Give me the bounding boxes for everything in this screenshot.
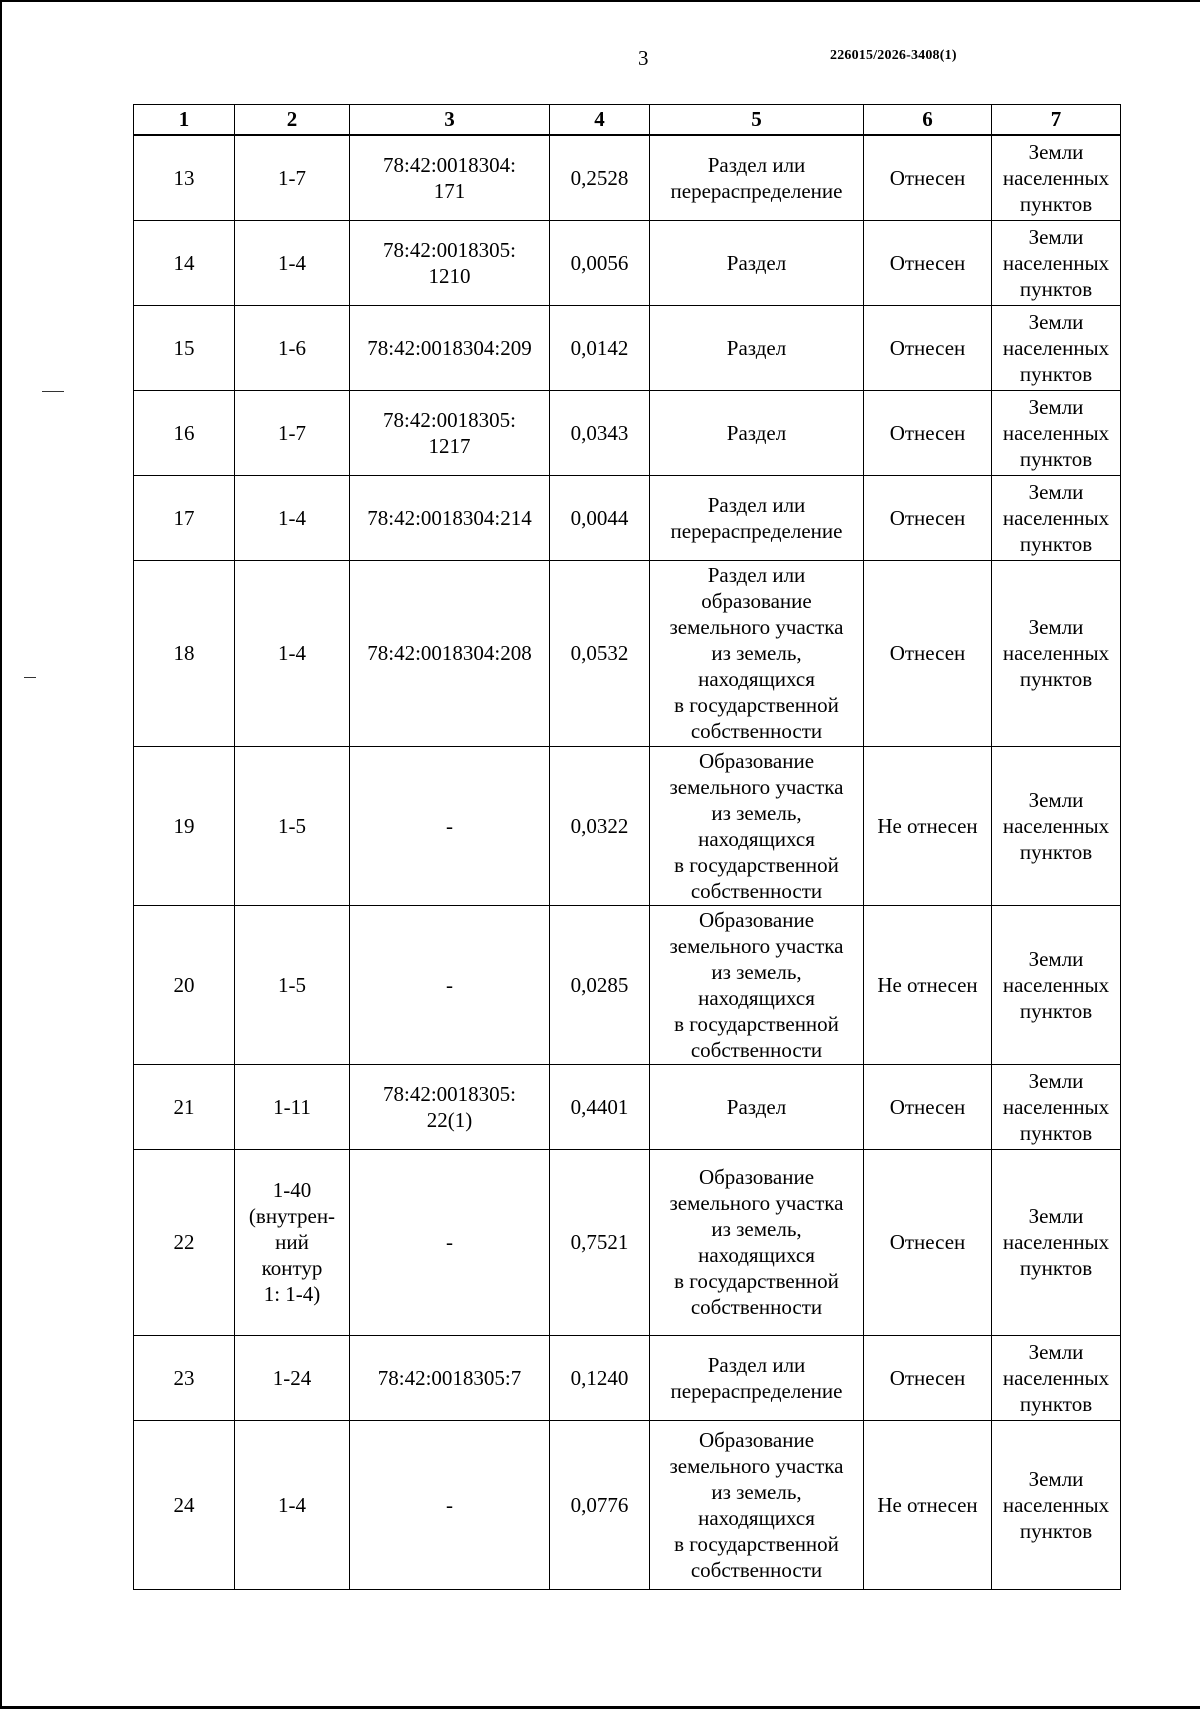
points-cell: 1-7	[235, 135, 350, 221]
points-cell: 1-5	[235, 746, 350, 905]
table-row	[134, 220, 1121, 305]
land-category-cell: Земли населенных пунктов	[992, 1149, 1121, 1335]
area-cell: 0,2528	[550, 135, 650, 221]
status-cell: Отнесен	[864, 220, 992, 305]
cadastral-number-cell: -	[350, 905, 550, 1064]
area-cell: 0,0532	[550, 560, 650, 746]
page-number: 3	[638, 46, 649, 70]
status-cell: Отнесен	[864, 1149, 992, 1335]
row-number-cell: 15	[134, 305, 235, 390]
table-row	[134, 560, 1121, 746]
points-cell: 1-4	[235, 220, 350, 305]
cadastral-number-cell: 78:42:0018304:214	[350, 475, 550, 560]
land-category-cell: Земли населенных пунктов	[992, 135, 1121, 221]
land-category-cell: Земли населенных пунктов	[992, 475, 1121, 560]
land-category-cell: Земли населенных пунктов	[992, 1335, 1121, 1420]
cadastral-number-cell: 78:42:0018305: 22(1)	[350, 1064, 550, 1149]
land-category-cell: Земли населенных пунктов	[992, 390, 1121, 475]
cadastral-number-cell: 78:42:0018304:209	[350, 305, 550, 390]
formation-method-cell: Раздел или перераспределение	[650, 135, 864, 221]
formation-method-cell: Образование земельного участка из земель, находящихся в государственной собственности	[650, 1420, 864, 1589]
status-cell: Отнесен	[864, 560, 992, 746]
formation-method-cell: Раздел	[650, 220, 864, 305]
table-row	[134, 1064, 1121, 1149]
margin-mark	[24, 677, 36, 678]
points-cell: 1-40 (внутрен- ний контур 1: 1-4)	[235, 1149, 350, 1335]
area-cell: 0,0322	[550, 746, 650, 905]
row-number-cell: 23	[134, 1335, 235, 1420]
formation-method-cell: Образование земельного участка из земель, находящихся в государственной собственности	[650, 746, 864, 905]
table-row	[134, 1335, 1121, 1420]
formation-method-cell: Раздел	[650, 1064, 864, 1149]
row-number-cell: 13	[134, 135, 235, 221]
land-plots-table	[133, 104, 1121, 1590]
column-header: 5	[650, 105, 864, 135]
area-cell: 0,1240	[550, 1335, 650, 1420]
row-number-cell: 16	[134, 390, 235, 475]
column-header: 4	[550, 105, 650, 135]
points-cell: 1-4	[235, 475, 350, 560]
cadastral-number-cell: 78:42:0018304: 171	[350, 135, 550, 221]
status-cell: Отнесен	[864, 135, 992, 221]
column-header: 7	[992, 105, 1121, 135]
formation-method-cell: Раздел или перераспределение	[650, 475, 864, 560]
row-number-cell: 14	[134, 220, 235, 305]
table-header-row	[134, 105, 1121, 135]
land-category-cell: Земли населенных пунктов	[992, 746, 1121, 905]
land-category-cell: Земли населенных пунктов	[992, 220, 1121, 305]
area-cell: 0,0343	[550, 390, 650, 475]
column-header: 3	[350, 105, 550, 135]
points-cell: 1-4	[235, 1420, 350, 1589]
points-cell: 1-7	[235, 390, 350, 475]
points-cell: 1-24	[235, 1335, 350, 1420]
points-cell: 1-11	[235, 1064, 350, 1149]
points-cell: 1-6	[235, 305, 350, 390]
margin-mark	[42, 391, 64, 392]
status-cell: Отнесен	[864, 1064, 992, 1149]
status-cell: Отнесен	[864, 305, 992, 390]
formation-method-cell: Раздел или перераспределение	[650, 1335, 864, 1420]
row-number-cell: 24	[134, 1420, 235, 1589]
status-cell: Не отнесен	[864, 1420, 992, 1589]
area-cell: 0,0044	[550, 475, 650, 560]
formation-method-cell: Образование земельного участка из земель, находящихся в государственной собственности	[650, 905, 864, 1064]
area-cell: 0,0056	[550, 220, 650, 305]
table-row	[134, 746, 1121, 905]
points-cell: 1-4	[235, 560, 350, 746]
row-number-cell: 19	[134, 746, 235, 905]
land-category-cell: Земли населенных пунктов	[992, 1064, 1121, 1149]
cadastral-number-cell: -	[350, 1149, 550, 1335]
scan-left-edge	[0, 0, 2, 1709]
cadastral-number-cell: 78:42:0018305: 1217	[350, 390, 550, 475]
table-row	[134, 475, 1121, 560]
area-cell: 0,0776	[550, 1420, 650, 1589]
land-category-cell: Земли населенных пунктов	[992, 305, 1121, 390]
cadastral-number-cell: 78:42:0018305:7	[350, 1335, 550, 1420]
status-cell: Не отнесен	[864, 746, 992, 905]
cadastral-number-cell: 78:42:0018305: 1210	[350, 220, 550, 305]
table-row	[134, 305, 1121, 390]
cadastral-number-cell: 78:42:0018304:208	[350, 560, 550, 746]
formation-method-cell: Раздел	[650, 305, 864, 390]
area-cell: 0,7521	[550, 1149, 650, 1335]
row-number-cell: 20	[134, 905, 235, 1064]
row-number-cell: 17	[134, 475, 235, 560]
area-cell: 0,0142	[550, 305, 650, 390]
points-cell: 1-5	[235, 905, 350, 1064]
land-category-cell: Земли населенных пунктов	[992, 1420, 1121, 1589]
land-category-cell: Земли населенных пунктов	[992, 905, 1121, 1064]
column-header: 2	[235, 105, 350, 135]
cadastral-number-cell: -	[350, 746, 550, 905]
column-header: 6	[864, 105, 992, 135]
table-row	[134, 905, 1121, 1064]
status-cell: Не отнесен	[864, 905, 992, 1064]
area-cell: 0,4401	[550, 1064, 650, 1149]
status-cell: Отнесен	[864, 390, 992, 475]
land-category-cell: Земли населенных пунктов	[992, 560, 1121, 746]
status-cell: Отнесен	[864, 1335, 992, 1420]
formation-method-cell: Раздел или образование земельного участка из земель, находящихся в государственной собственности	[650, 560, 864, 746]
status-cell: Отнесен	[864, 475, 992, 560]
cadastral-number-cell: -	[350, 1420, 550, 1589]
document-code: 226015/2026-3408(1)	[830, 48, 957, 63]
row-number-cell: 18	[134, 560, 235, 746]
table-row	[134, 1420, 1121, 1589]
table-row	[134, 390, 1121, 475]
formation-method-cell: Раздел	[650, 390, 864, 475]
row-number-cell: 22	[134, 1149, 235, 1335]
column-header: 1	[134, 105, 235, 135]
area-cell: 0,0285	[550, 905, 650, 1064]
scan-top-edge	[0, 0, 1200, 2]
table-row	[134, 135, 1121, 221]
table-row	[134, 1149, 1121, 1335]
row-number-cell: 21	[134, 1064, 235, 1149]
formation-method-cell: Образование земельного участка из земель, находящихся в государственной собственности	[650, 1149, 864, 1335]
